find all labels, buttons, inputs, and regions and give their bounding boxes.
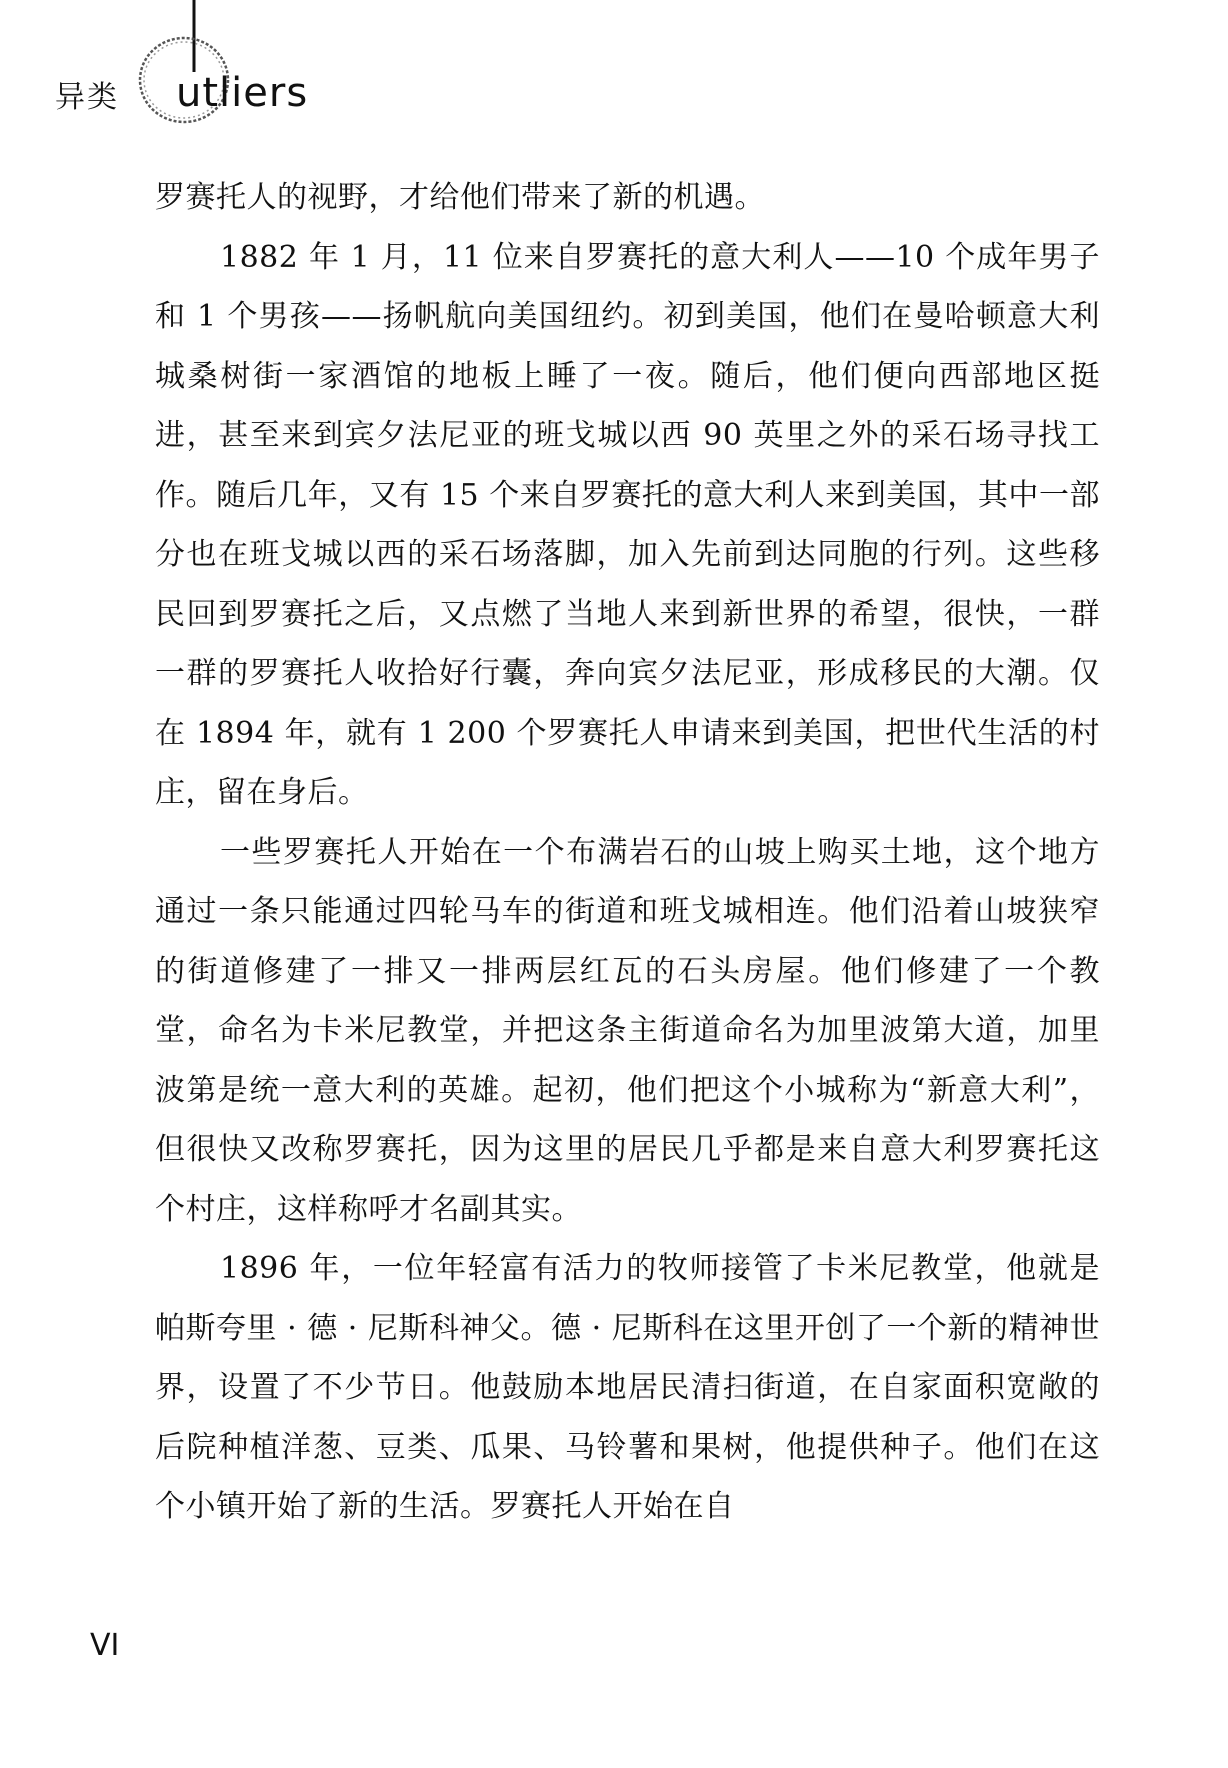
paragraph: 1882 年 1 月，11 位来自罗赛托的意大利人——10 个成年男子和 1 个男孩——扬帆航向美国纽约。初到美国，他们在曼哈顿意大利城桑树街一家酒馆的地板上睡了一夜。随后，他们便向西部地区挺进，甚至来到宾夕法尼亚的班戈城以西 90 英里之外的采石场寻找工作。随后几年，又有 15 个来自罗赛托的意大利人来到美国，其中一部分也在班戈城以西的采石场落脚，加入先前到达同胞的行列。这些移民回到罗赛托之后，又点燃了当地人来到新世界的希望，很快，一群一群的罗赛托人收拾好行囊，奔向宾夕法尼亚，形成移民的大潮。仅在 1894 年，就有 1 200 个罗赛托人申请来到美国，把世代生活的村庄，留在身后。 xyxy=(155,239,1100,810)
book-title-chinese: 异类 xyxy=(55,80,119,115)
running-header xyxy=(0,0,1228,150)
book-title-english: utliers xyxy=(176,70,309,116)
page-number: VI xyxy=(90,1628,120,1663)
book-logo xyxy=(128,0,308,130)
paragraph: 1896 年，一位年轻富有活力的牧师接管了卡米尼教堂，他就是帕斯夸里 · 德 · 尼斯科神父。德 · 尼斯科在这里开创了一个新的精神世界，设置了不少节日。他鼓励本地居民清扫街道，在自家面积宽敞的后院种植洋葱、豆类、瓜果、马铃薯和果树，他提供种子。他们在这个小镇开始了新的生活。罗赛托人开始在自 xyxy=(155,1251,1100,1524)
paragraph: 一些罗赛托人开始在一个布满岩石的山坡上购买土地，这个地方通过一条只能通过四轮马车的街道和班戈城相连。他们沿着山坡狭窄的街道修建了一排又一排两层红瓦的石头房屋。他们修建了一个教堂，命名为卡米尼教堂，并把这条主街道命名为加里波第大道，加里波第是统一意大利的英雄。起初，他们把这个小城称为“新意大利”，但很快又改称罗赛托，因为这里的居民几乎都是来自意大利罗赛托这个村庄，这样称呼才名副其实。 xyxy=(155,834,1100,1227)
body-text xyxy=(155,168,1100,1537)
paragraph: 罗赛托人的视野，才给他们带来了新的机遇。 xyxy=(155,180,765,215)
